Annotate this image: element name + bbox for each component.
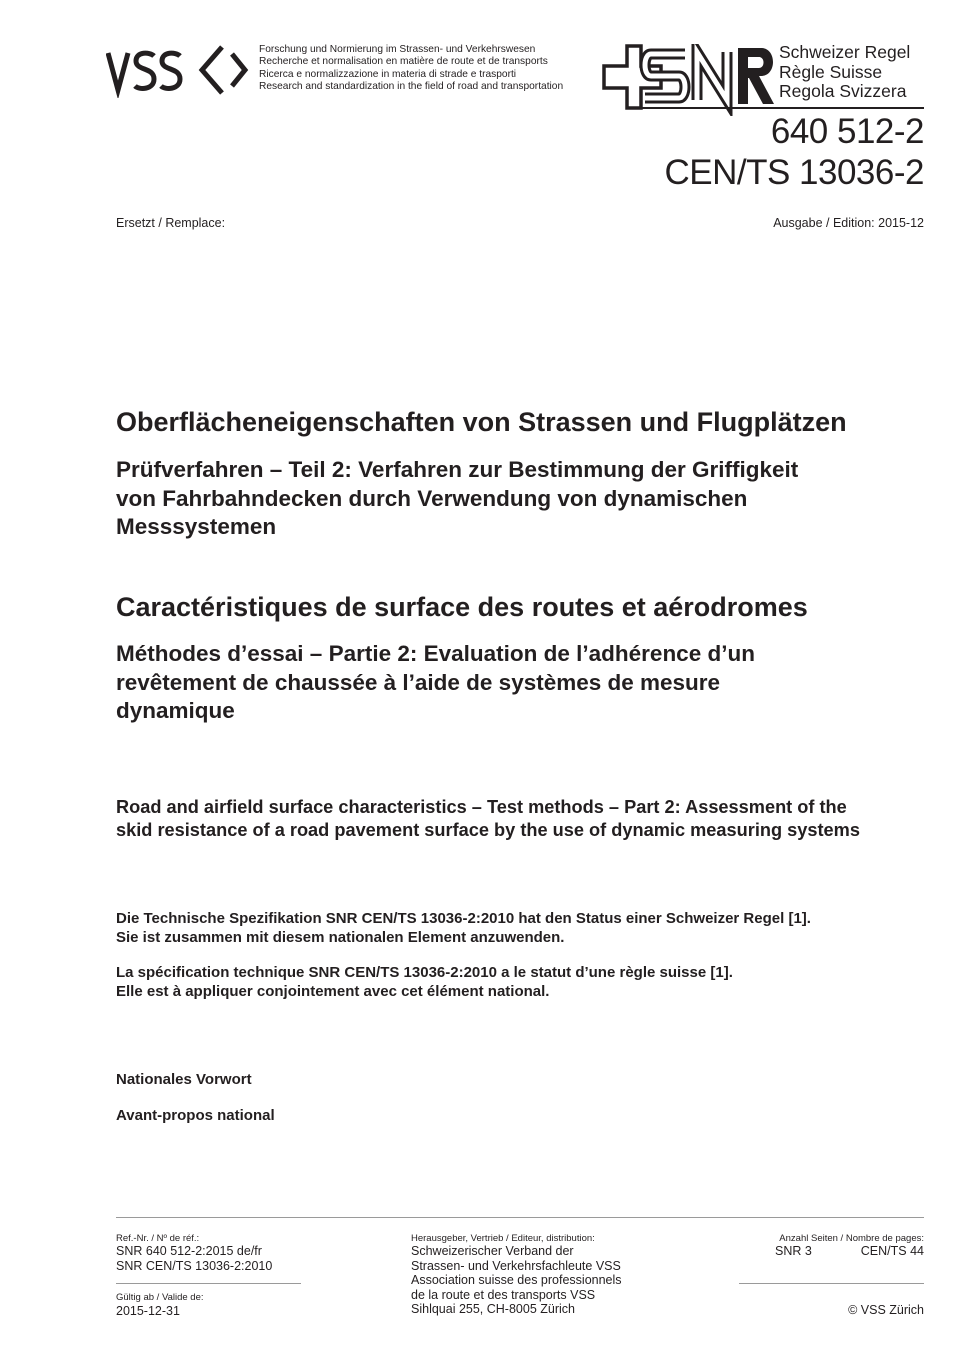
ref-divider	[116, 1283, 301, 1284]
subtitle-de	[116, 456, 916, 542]
publisher-line: de la route et des transports VSS	[411, 1287, 596, 1302]
publisher-label: Herausgeber, Vertrieb / Editeur, distribution:	[411, 1233, 595, 1244]
vss-logo	[106, 42, 252, 98]
subtitle-line: Prüfverfahren – Teil 2: Verfahren zur Bestimmung der Griffigkeit	[116, 457, 799, 482]
valid-label: Gültig ab / Valide de:	[116, 1292, 204, 1303]
pages-snr: SNR 3	[775, 1244, 812, 1258]
note-line: Elle est à appliquer conjointement avec cet élément national.	[116, 982, 550, 1000]
snr-label-de: Schweizer Regel	[779, 42, 911, 62]
title-en-line: skid resistance of a road pavement surface by the use of dynamic measuring systems	[116, 819, 860, 840]
snr-logo	[601, 44, 777, 116]
title-de: Oberflächeneigenschaften von Strassen und Flugplätzen	[116, 407, 847, 437]
publisher-line: Association suisse des professionnels	[411, 1273, 622, 1287]
foreword-heading-de: Nationales Vorwort	[116, 1071, 252, 1088]
subtitle-fr	[116, 640, 916, 726]
copyright: © VSS Zürich	[848, 1303, 924, 1317]
cen-number: CEN/TS 13036-2	[664, 153, 924, 192]
vss-tagline	[259, 44, 563, 94]
note-line: Sie ist zusammen mit diesem nationalen Element anzuwenden.	[116, 928, 565, 946]
snr-label-fr: Règle Suisse	[779, 61, 883, 82]
status-note-fr	[116, 964, 733, 1002]
ref-value: SNR CEN/TS 13036-2:2010	[116, 1258, 273, 1273]
snr-labels	[779, 43, 910, 102]
footer-rule	[116, 1217, 924, 1218]
replaces-label: Ersetzt / Remplace:	[116, 216, 226, 230]
tagline-line: Research and standardization in the field of road and transportation	[259, 81, 564, 93]
note-line: Die Technische Spezifikation SNR CEN/TS 13036-2:2010 hat den Status einer Schweizer Regel [1].	[116, 910, 811, 927]
ref-values	[116, 1244, 272, 1273]
subtitle-line: Messsystemen	[116, 514, 277, 539]
pages-divider	[739, 1283, 924, 1284]
publisher-line: Sihlquai 255, CH-8005 Zürich	[411, 1302, 575, 1316]
ref-label: Ref.-Nr. / Nº de réf.:	[116, 1233, 200, 1244]
status-note-de	[116, 910, 811, 948]
tagline-line: Recherche et normalisation en matière de route et de transports	[259, 56, 548, 68]
subtitle-line: revêtement de chaussée à l’aide de systèmes de mesure	[116, 669, 721, 695]
publisher-address	[411, 1244, 622, 1317]
pages-label: Anzahl Seiten / Nombre de pages:	[779, 1233, 924, 1244]
publisher-line: Schweizerischer Verband der	[411, 1244, 574, 1258]
publisher-line: Strassen- und Verkehrsfachleute VSS	[411, 1258, 621, 1273]
standard-number: 640 512-2	[770, 112, 924, 151]
edition-label: Ausgabe / Edition: 2015-12	[773, 216, 924, 230]
snr-label-it: Regola Svizzera	[779, 81, 907, 101]
subtitle-line: dynamique	[116, 698, 235, 723]
note-line: La spécification technique SNR CEN/TS 13036-2:2010 a le statut d’une règle suisse [1].	[116, 964, 733, 981]
title-en-line: Road and airfield surface characteristics – Test methods – Part 2: Assessment of the	[116, 797, 847, 817]
foreword-heading-fr: Avant-propos national	[116, 1107, 275, 1124]
valid-value: 2015-12-31	[116, 1304, 180, 1318]
title-fr: Caractéristiques de surface des routes et aérodromes	[116, 592, 808, 622]
ref-value: SNR 640 512-2:2015 de/fr	[116, 1244, 262, 1258]
subtitle-line: von Fahrbahndecken durch Verwendung von dynamischen	[116, 485, 748, 511]
title-en	[116, 796, 936, 841]
header-rule	[627, 107, 924, 109]
tagline-line: Forschung und Normierung im Strassen- und Verkehrswesen	[259, 44, 536, 55]
tagline-line: Ricerca e normalizzazione in materia di strade e trasporti	[259, 68, 517, 80]
pages-cen: CEN/TS 44	[860, 1244, 924, 1258]
subtitle-line: Méthodes d’essai – Partie 2: Evaluation de l’adhérence d’un	[116, 641, 755, 666]
